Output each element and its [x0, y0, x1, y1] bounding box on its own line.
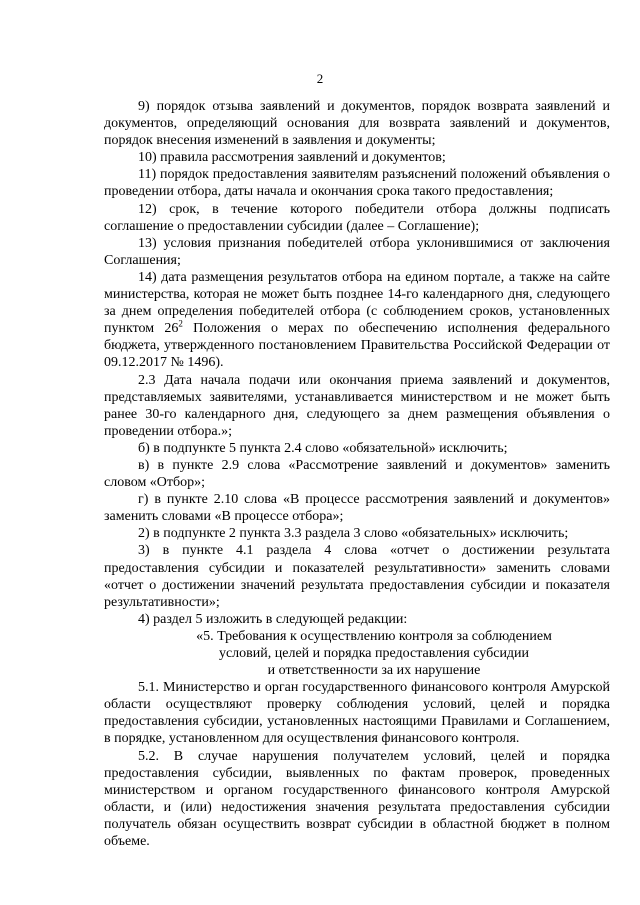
- paragraph-item-14-text: 14) дата размещения результатов отбора на едином портале, а также на сайте министерства, которая не может быть позднее 14-го календарного дня, следующего за днем определения победителей отбора (с соблюдением сроков, установленных пунктом 26: [104, 269, 610, 337]
- paragraph-item-14: [104, 269, 610, 372]
- page-number: 2: [316, 71, 324, 86]
- section-heading-line: «5. Требования к осуществлению контроля за соблюдением: [196, 628, 552, 644]
- paragraph-sub-v: в) в пункте 2.9 слова «Рассмотрение заявлений и документов» заменить словом «Отбор»;: [104, 457, 610, 491]
- section-heading-line: условий, целей и порядка предоставления субсидии: [218, 646, 530, 661]
- paragraph-item-9: 9) порядок отзыва заявлений и документов, порядок возврата заявлений и документов, определяющий основания для возврата заявлений и документов, порядок внесения изменений в заявления и документы;: [104, 99, 610, 149]
- paragraph-2-3: 2.3 Дата начала подачи или окончания приема заявлений и документов, представляемых заявителями, устанавливается министерством и не может быть ранее 30-го календарного дня, следующего за днем размещения объявления о проведении отбора.»;: [104, 372, 610, 439]
- paragraph-item-13: 13) условия признания победителей отбора уклонившимися от заключения Соглашения;: [104, 235, 610, 268]
- paragraph-item-2: 2) в подпункте 2 пункта 3.3 раздела 3 слово «обязательных» исключить;: [138, 526, 569, 542]
- paragraph-item-14-text-end: Положения о мерах по обеспечению исполнения федерального бюджета, утвержденного постановлением Правительства Российской Федерации от 09.12.2017 № 1496).: [104, 321, 610, 371]
- section-5-heading: [104, 628, 610, 679]
- paragraph-item-11: 11) порядок предоставления заявителям разъяснений положений объявления о проведении отбора, даты начала и окончания срока такого предоставления;: [104, 167, 610, 200]
- paragraph-sub-b: б) в подпункте 5 пункта 2.4 слово «обязательной» исключить;: [138, 440, 508, 456]
- document-body: [104, 98, 610, 850]
- paragraph-sub-g: г) в пункте 2.10 слова «В процессе рассмотрения заявлений и документов» заменить словами «В процессе отбора»;: [104, 492, 610, 525]
- paragraph-item-3: 3) в пункте 4.1 раздела 4 слова «отчет о достижении результата предоставления субсидии и показателей результативности» заменить словами «отчет о достижении значений результата предоставления субсидии и показателя результативности»;: [104, 543, 610, 610]
- paragraph-item-10: 10) правила рассмотрения заявлений и документов;: [138, 150, 446, 166]
- paragraph-item-12: 12) срок, в течение которого победители отбора должны подписать соглашение о предоставлении субсидии (далее – Соглашение);: [104, 201, 610, 234]
- paragraph-item-4: 4) раздел 5 изложить в следующей редакции:: [138, 611, 408, 627]
- section-heading-line: и ответственности за их нарушение: [267, 663, 481, 679]
- footnote-superscript: 2: [178, 318, 183, 329]
- paragraph-5-2: 5.2. В случае нарушения получателем условий, целей и порядка предоставления субсидии, выявленных по фактам проверок, проведенных министерством и органом государственного финансового контроля Амурской области, и (или) недостижения значения результата предоставления субсидии получатель обязан осуществить возврат субсидии в областной бюджет в полном объеме.: [104, 748, 610, 850]
- paragraph-5-1: 5.1. Министерство и орган государственного финансового контроля Амурской области осуществляют проверку соблюдения условий, целей и порядка предоставления субсидии, установленных настоящими Правилами и Соглашением, в порядке, установленном для осуществления финансового контроля.: [104, 680, 610, 747]
